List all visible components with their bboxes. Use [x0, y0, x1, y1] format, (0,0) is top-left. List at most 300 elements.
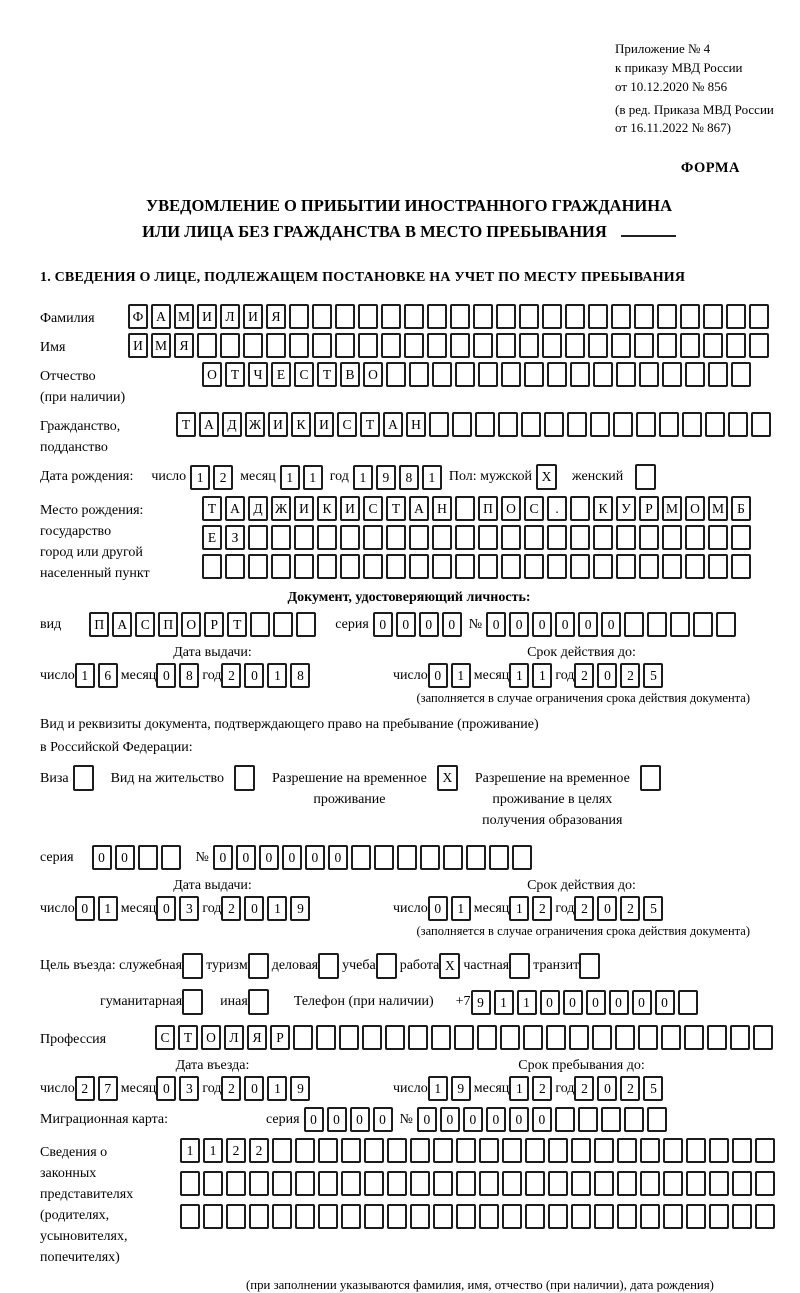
temp-permit-edu-label — [475, 765, 630, 831]
cell — [594, 1171, 614, 1196]
patronymic-label-2: (при наличии) — [40, 390, 126, 406]
cell — [455, 496, 475, 521]
cell — [685, 525, 705, 550]
cell — [749, 333, 769, 358]
residence-issue-month-cells — [156, 896, 202, 921]
identity-doc-heading: Документ, удостоверяющий личность: — [287, 590, 531, 606]
cell: 0 — [486, 612, 506, 637]
cell: С — [294, 362, 314, 387]
cell: Б — [731, 496, 751, 521]
cell: Д — [248, 496, 268, 521]
cell — [318, 1171, 338, 1196]
cell: А — [199, 412, 219, 437]
cell — [243, 333, 263, 358]
cell: 5 — [643, 663, 663, 688]
day-label: число — [40, 667, 75, 683]
doc-limit-note: (заполняется в случае ограничения срока действия документа) — [416, 691, 750, 706]
cell — [427, 333, 447, 358]
cell: М — [662, 496, 682, 521]
cell — [364, 1204, 384, 1229]
cell: 2 — [226, 1138, 246, 1163]
cell: А — [383, 412, 403, 437]
cell: О — [201, 1025, 221, 1050]
cell — [364, 1171, 384, 1196]
cell — [501, 554, 521, 579]
cell: 0 — [419, 612, 439, 637]
purpose-chastnaya-label: частная — [463, 958, 510, 974]
cell — [404, 333, 424, 358]
cell — [647, 612, 667, 637]
month-label: месяц — [120, 1080, 157, 1096]
cell: 0 — [373, 1107, 393, 1132]
temp-permit-label-2: проживание — [313, 792, 386, 808]
cell — [684, 1025, 704, 1050]
cell — [479, 1138, 499, 1163]
cell — [358, 304, 378, 329]
cell — [525, 1204, 545, 1229]
cell — [363, 554, 383, 579]
year-label: год — [555, 1080, 575, 1096]
cell — [294, 554, 314, 579]
residence-issue-day-cells — [75, 896, 121, 921]
cell — [703, 304, 723, 329]
stay-day-cells — [428, 1076, 474, 1101]
number-label: № — [399, 1111, 413, 1127]
residence-valid-year-cells — [574, 896, 666, 921]
cell — [594, 1204, 614, 1229]
cell — [707, 1025, 727, 1050]
cell — [663, 1204, 683, 1229]
cell: 1 — [180, 1138, 200, 1163]
cell: 5 — [643, 896, 663, 921]
cell — [548, 1171, 568, 1196]
residence-valid-day-cells — [428, 896, 474, 921]
day-label: число — [40, 1080, 75, 1096]
cell — [433, 1204, 453, 1229]
cell — [312, 333, 332, 358]
cell — [429, 412, 449, 437]
cell: Д — [222, 412, 242, 437]
birth-day-cells — [190, 465, 236, 490]
cell — [662, 362, 682, 387]
cell — [682, 412, 702, 437]
cell: 0 — [115, 845, 135, 870]
number-label: № — [195, 849, 209, 865]
doc-type-label: вид — [40, 616, 62, 632]
cell — [409, 362, 429, 387]
entry-year-cells — [221, 1076, 313, 1101]
cell: С — [135, 612, 155, 637]
cell: 1 — [509, 896, 529, 921]
cell: С — [155, 1025, 175, 1050]
cell — [647, 1107, 667, 1132]
temp-permit-edu-label-2: проживание в целях — [492, 792, 613, 808]
appendix-line: Приложение № 4 — [615, 41, 711, 56]
cell — [616, 362, 636, 387]
representatives-label-5: усыновителях, — [40, 1229, 128, 1245]
doc-seriya-label: серия — [335, 616, 369, 632]
cell: А — [151, 304, 171, 329]
cell: 0 — [463, 1107, 483, 1132]
cell — [601, 1107, 621, 1132]
cell: И — [243, 304, 263, 329]
cell — [431, 1025, 451, 1050]
patronymic-row — [40, 362, 778, 408]
cell — [663, 1138, 683, 1163]
cell — [408, 1025, 428, 1050]
cell: З — [225, 525, 245, 550]
cell — [634, 333, 654, 358]
appendix-line: к приказу МВД России — [615, 59, 743, 75]
doc-issue-caption: Дата выдачи: — [173, 645, 252, 661]
cell: 0 — [632, 990, 652, 1015]
birth-place-cells-row2 — [202, 525, 754, 550]
purpose-tranzit-checkbox — [579, 953, 600, 979]
cell — [385, 1025, 405, 1050]
phone-cells — [471, 990, 701, 1015]
cell — [500, 1025, 520, 1050]
cell: М — [708, 496, 728, 521]
representatives-label-1: Сведения о — [40, 1145, 108, 1161]
day-label: число — [393, 667, 428, 683]
cell — [498, 412, 518, 437]
cell: 2 — [620, 1076, 640, 1101]
representatives-row — [40, 1138, 778, 1268]
cell — [225, 554, 245, 579]
residence-issue-year-cells — [221, 896, 313, 921]
doc-number-label: № — [468, 616, 483, 632]
birth-month-cells — [280, 465, 326, 490]
cell — [548, 1204, 568, 1229]
citizenship-label-1: Гражданство, — [40, 419, 121, 435]
cell: Ж — [245, 412, 265, 437]
cell: 1 — [280, 465, 300, 490]
year-label: год — [329, 469, 349, 485]
cell — [473, 333, 493, 358]
cell — [296, 612, 316, 637]
cell — [640, 1204, 660, 1229]
cell — [749, 304, 769, 329]
birth-place-label-2: государство — [40, 524, 112, 540]
day-label: число — [393, 900, 428, 916]
cell — [410, 1138, 430, 1163]
cell — [249, 1204, 269, 1229]
cell: О — [363, 362, 383, 387]
cell — [732, 1171, 752, 1196]
cell: 1 — [75, 663, 95, 688]
purpose-sluzhebnaya-checkbox — [182, 953, 203, 979]
cell — [731, 525, 751, 550]
cell — [272, 1204, 292, 1229]
cell: 2 — [574, 896, 594, 921]
cell: 0 — [597, 663, 617, 688]
given-name-cells — [128, 333, 772, 358]
cell — [381, 304, 401, 329]
cell — [571, 1138, 591, 1163]
stay-year-cells — [574, 1076, 666, 1101]
cell — [662, 554, 682, 579]
cell — [753, 1025, 773, 1050]
cell — [615, 1025, 635, 1050]
cell: 0 — [563, 990, 583, 1015]
year-label: год — [202, 900, 222, 916]
cell — [289, 304, 309, 329]
cell: Т — [317, 362, 337, 387]
purpose-delovaya-label: деловая — [271, 958, 319, 974]
cell — [547, 554, 567, 579]
cell — [180, 1204, 200, 1229]
cell: 8 — [290, 663, 310, 688]
surname-label: Фамилия — [40, 311, 95, 327]
cell: 1 — [203, 1138, 223, 1163]
appendix-line: от 10.12.2020 № 856 — [615, 78, 728, 94]
cell: 2 — [574, 1076, 594, 1101]
cell — [427, 304, 447, 329]
birth-place-cell-rows — [202, 496, 754, 579]
residence-permit-checkbox — [234, 765, 255, 791]
cell — [685, 362, 705, 387]
cell: Я — [174, 333, 194, 358]
cell — [386, 554, 406, 579]
cell — [318, 1204, 338, 1229]
cell — [341, 1138, 361, 1163]
cell — [364, 1138, 384, 1163]
cell: Р — [639, 496, 659, 521]
cell — [663, 1171, 683, 1196]
birth-date-row — [40, 464, 778, 490]
cell: 1 — [190, 465, 210, 490]
cell — [249, 1171, 269, 1196]
cell: Р — [270, 1025, 290, 1050]
cell — [410, 1204, 430, 1229]
cell — [161, 845, 181, 870]
cell: 0 — [609, 990, 629, 1015]
purpose-ucheba-label: учеба — [342, 958, 376, 974]
cell: 0 — [532, 612, 552, 637]
cell: Е — [202, 525, 222, 550]
cell: 0 — [236, 845, 256, 870]
cell — [496, 333, 516, 358]
cell — [479, 1171, 499, 1196]
cell: 0 — [244, 896, 264, 921]
cell — [709, 1171, 729, 1196]
representatives-note: (при заполнении указываются фамилия, имя, отчество (при наличии), дата рождения) — [246, 1278, 714, 1293]
cell: 0 — [428, 663, 448, 688]
representatives-cells-row1 — [180, 1138, 778, 1163]
cell — [397, 845, 417, 870]
doc-issue-year-cells — [221, 663, 313, 688]
cell: 2 — [532, 1076, 552, 1101]
cell — [708, 362, 728, 387]
cell — [617, 1138, 637, 1163]
cell — [524, 525, 544, 550]
cell — [433, 1138, 453, 1163]
cell: С — [363, 496, 383, 521]
cell: 9 — [451, 1076, 471, 1101]
cell — [456, 1204, 476, 1229]
cell: 1 — [98, 896, 118, 921]
forma-label: ФОРМА — [680, 160, 740, 177]
cell — [705, 412, 725, 437]
cell — [525, 1171, 545, 1196]
cell: 2 — [620, 896, 640, 921]
cell: О — [501, 496, 521, 521]
cell: И — [197, 304, 217, 329]
month-label: месяц — [120, 900, 157, 916]
cell: А — [112, 612, 132, 637]
temp-permit-checkbox: X — [437, 765, 458, 791]
cell — [592, 1025, 612, 1050]
cell — [755, 1138, 775, 1163]
cell — [501, 525, 521, 550]
cell: Ч — [248, 362, 268, 387]
cell: 0 — [417, 1107, 437, 1132]
cell — [489, 845, 509, 870]
cell — [730, 1025, 750, 1050]
cell: К — [593, 496, 613, 521]
cell — [519, 333, 539, 358]
phone-label: Телефон (при наличии) — [293, 994, 434, 1010]
month-label: месяц — [473, 667, 510, 683]
phone-prefix: +7 — [455, 994, 471, 1010]
visa-option — [40, 765, 97, 791]
purpose-row2 — [40, 989, 778, 1015]
year-label: год — [555, 900, 575, 916]
cell — [248, 554, 268, 579]
cell: Т — [227, 612, 247, 637]
cell — [611, 304, 631, 329]
cell: 2 — [532, 896, 552, 921]
cell — [475, 412, 495, 437]
cell: 0 — [244, 1076, 264, 1101]
cell — [289, 333, 309, 358]
cell: Я — [247, 1025, 267, 1050]
doc-valid-caption: Срок действия до: — [527, 645, 636, 661]
cell — [726, 304, 746, 329]
representatives-cells-row3 — [180, 1204, 778, 1229]
cell: 1 — [267, 663, 287, 688]
cell — [450, 304, 470, 329]
cell — [555, 1107, 575, 1132]
residence-doc-options — [40, 765, 778, 831]
cell — [477, 1025, 497, 1050]
given-name-row — [40, 333, 778, 358]
doc-dates-row — [40, 663, 778, 688]
cell — [657, 304, 677, 329]
cell — [703, 333, 723, 358]
cell — [678, 990, 698, 1015]
cell: Е — [271, 362, 291, 387]
entry-date-caption: Дата въезда: — [175, 1058, 250, 1074]
cell — [478, 525, 498, 550]
cell — [387, 1171, 407, 1196]
month-label: месяц — [473, 900, 510, 916]
cell — [519, 304, 539, 329]
residence-dates-row — [40, 896, 778, 921]
cell: А — [225, 496, 245, 521]
migration-seriya-cells — [304, 1107, 396, 1132]
cell — [732, 1204, 752, 1229]
cell — [248, 525, 268, 550]
cell: 0 — [509, 1107, 529, 1132]
cell — [593, 525, 613, 550]
given-name-label: Имя — [40, 340, 66, 356]
cell: Л — [224, 1025, 244, 1050]
cell — [542, 333, 562, 358]
cell: 0 — [509, 612, 529, 637]
purpose-row — [40, 953, 778, 979]
edition-line: (в ред. Приказа МВД России — [615, 101, 774, 117]
cell: 0 — [532, 1107, 552, 1132]
residence-permit-label: Вид на жительство — [110, 771, 224, 787]
cell — [570, 496, 590, 521]
representatives-label-4: (родителях, — [40, 1208, 110, 1224]
cell — [452, 412, 472, 437]
residence-number-cells — [213, 845, 535, 870]
cell — [455, 554, 475, 579]
cell: 2 — [221, 663, 241, 688]
cell — [271, 554, 291, 579]
citizenship-cells — [176, 412, 774, 437]
cell — [478, 362, 498, 387]
cell: 0 — [428, 896, 448, 921]
cell: М — [151, 333, 171, 358]
cell: С — [337, 412, 357, 437]
profession-row — [40, 1025, 778, 1050]
cell: 2 — [620, 663, 640, 688]
cell: 1 — [422, 465, 442, 490]
edition-line: от 16.11.2022 № 867) — [615, 120, 732, 136]
residence-doc-intro — [40, 714, 778, 759]
title-line1: УВЕДОМЛЕНИЕ О ПРИБЫТИИ ИНОСТРАННОГО ГРАЖДАНИНА — [145, 196, 673, 216]
cell: 2 — [213, 465, 233, 490]
cell — [410, 1171, 430, 1196]
cell: 1 — [267, 1076, 287, 1101]
cell — [731, 362, 751, 387]
cell: Ж — [271, 496, 291, 521]
cell: И — [268, 412, 288, 437]
cell — [455, 525, 475, 550]
cell: Н — [406, 412, 426, 437]
cell: 6 — [98, 663, 118, 688]
cell — [273, 612, 293, 637]
cell: 1 — [267, 896, 287, 921]
entry-dates-row — [40, 1076, 778, 1101]
seriya-label: серия — [40, 849, 74, 865]
residence-valid-caption: Срок действия до: — [527, 878, 636, 894]
cell: У — [616, 496, 636, 521]
cell — [387, 1138, 407, 1163]
cell — [640, 1171, 660, 1196]
cell — [479, 1204, 499, 1229]
cell — [524, 554, 544, 579]
sex-female-checkbox — [635, 464, 656, 490]
cell — [571, 1171, 591, 1196]
cell — [570, 554, 590, 579]
cell: Т — [225, 362, 245, 387]
residence-doc-seriya-row — [40, 845, 778, 870]
birth-year-cells — [353, 465, 445, 490]
cell — [686, 1171, 706, 1196]
birth-place-label-3: город или другой — [40, 545, 143, 561]
cell: К — [317, 496, 337, 521]
cell — [271, 525, 291, 550]
representatives-label-3: представителях — [40, 1187, 134, 1203]
cell — [335, 333, 355, 358]
visa-label: Виза — [40, 771, 69, 787]
purpose-tranzit-label: транзит — [533, 958, 580, 974]
cell: 9 — [471, 990, 491, 1015]
